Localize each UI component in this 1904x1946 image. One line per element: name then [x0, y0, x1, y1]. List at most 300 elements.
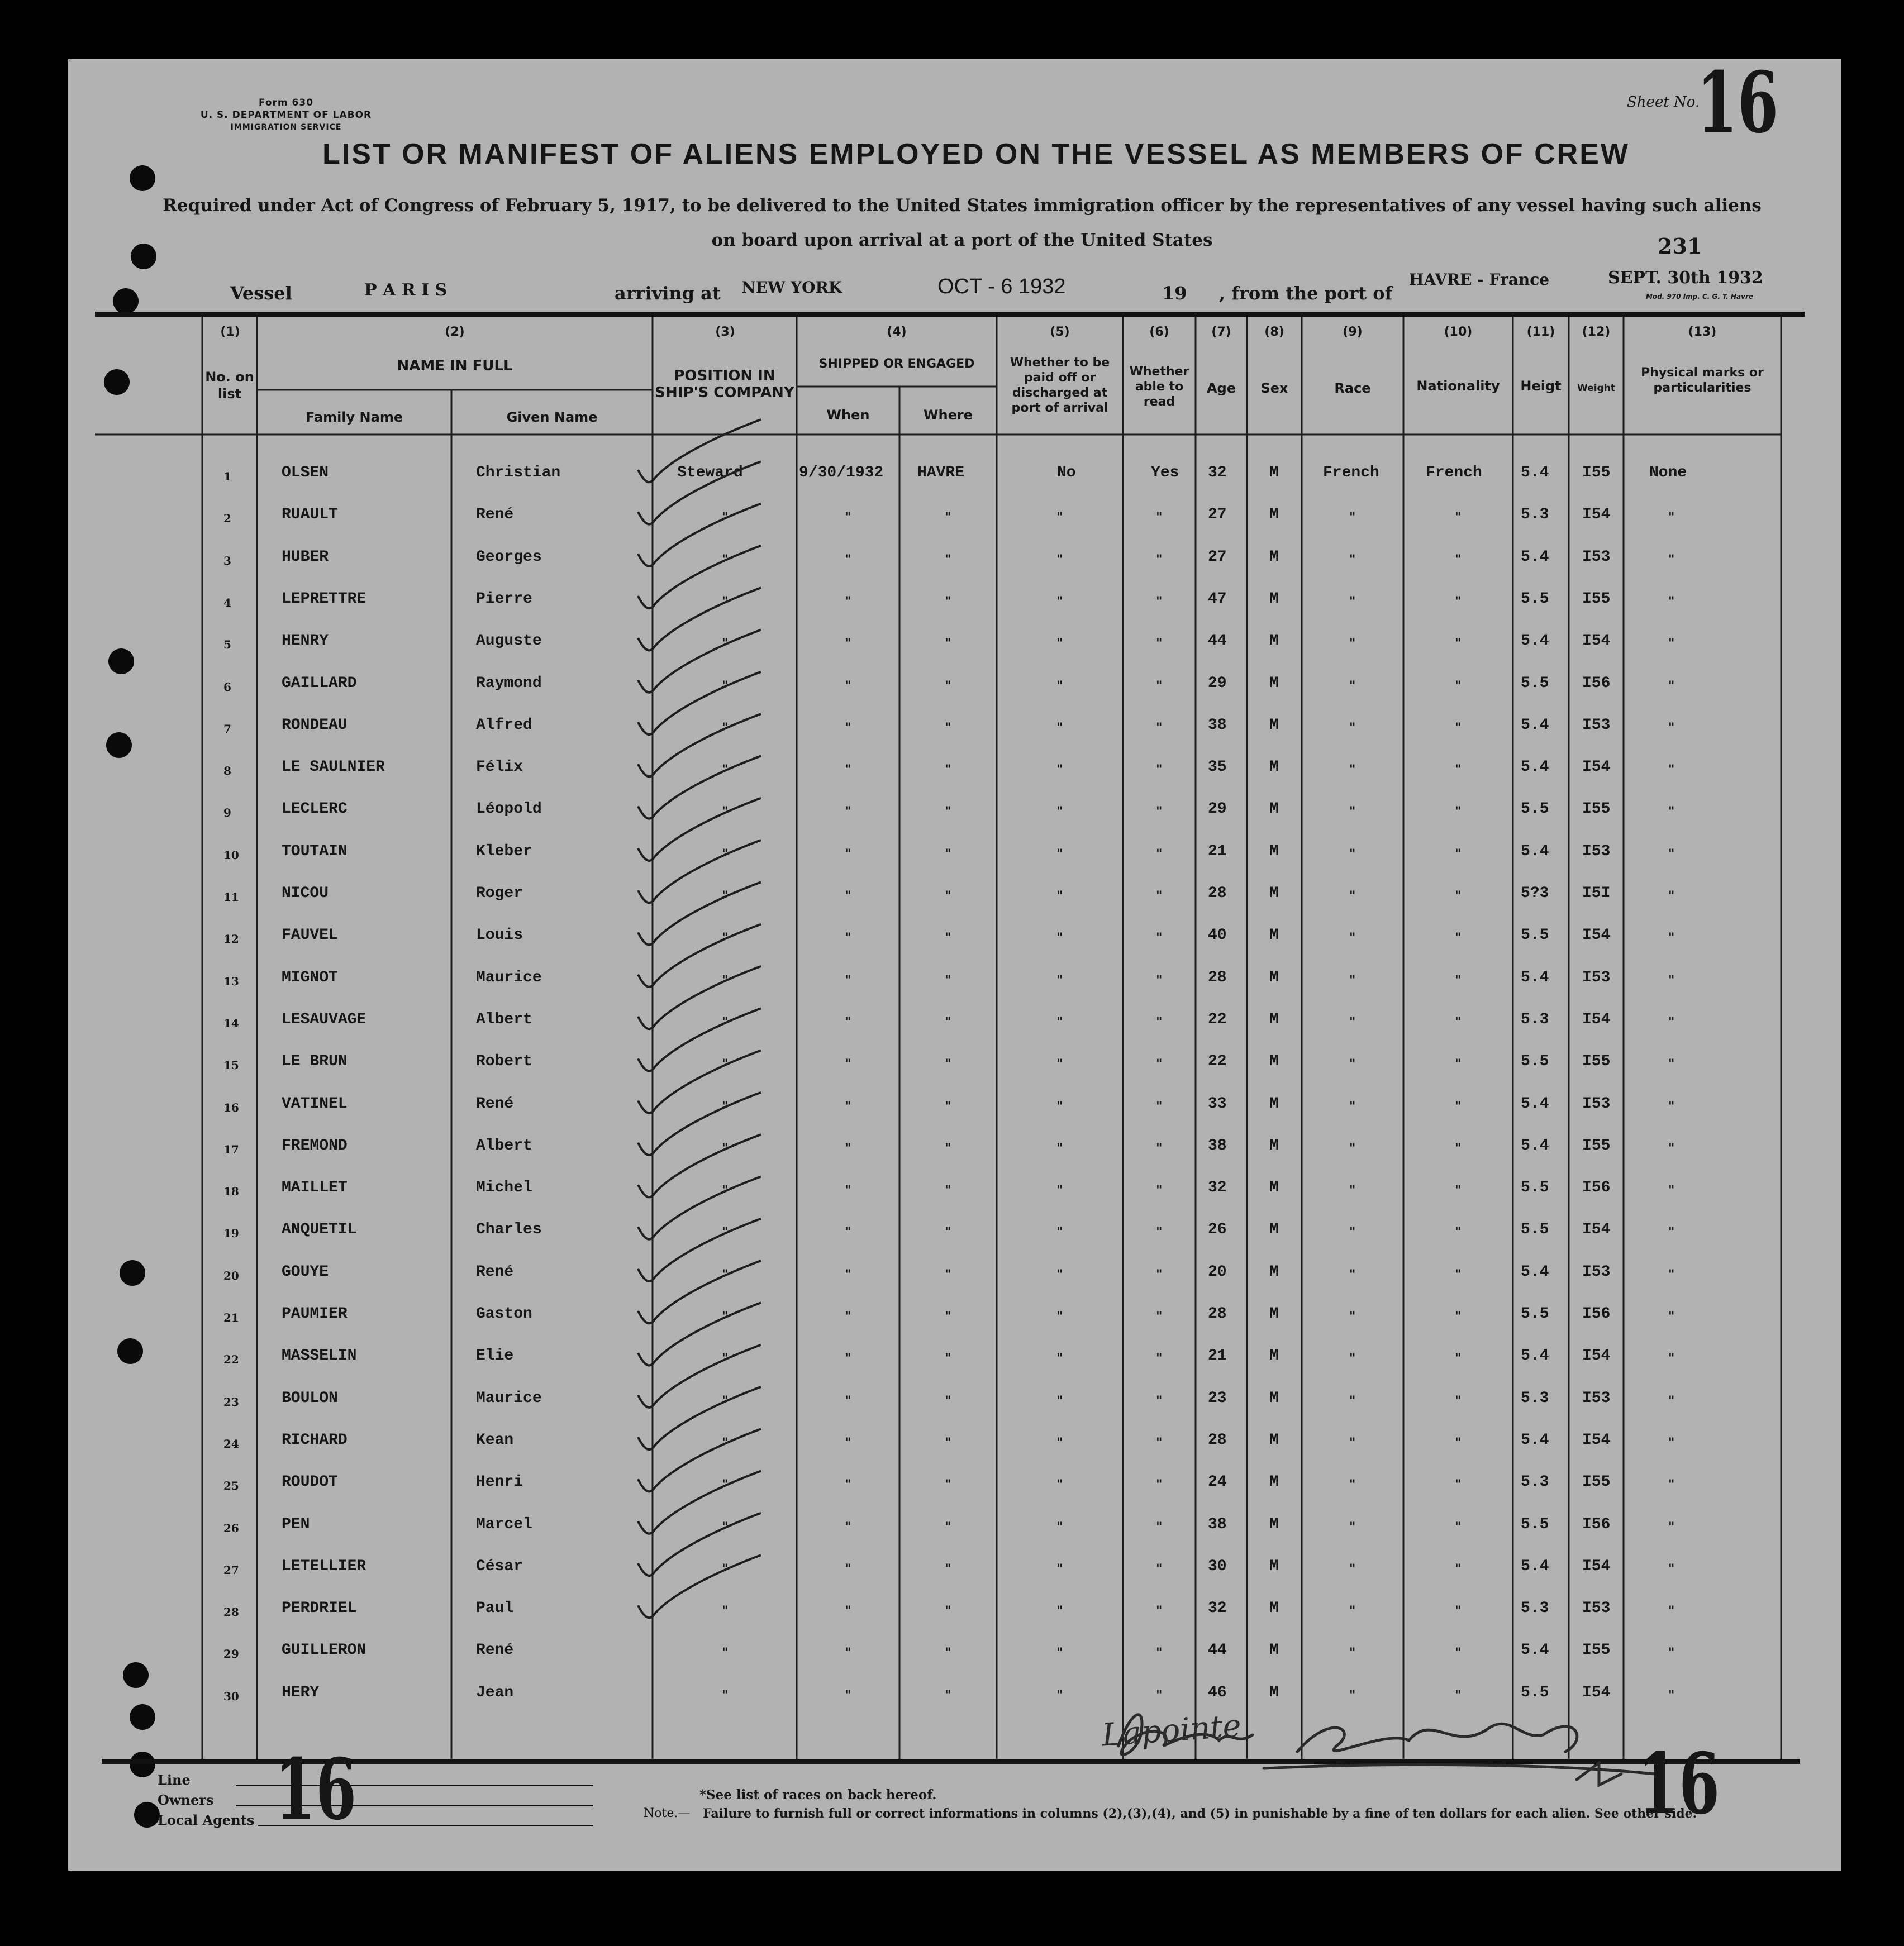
ditto-mark: " [722, 511, 729, 525]
header-weight: Weight [1577, 383, 1615, 394]
row-number: 25 [223, 1479, 239, 1493]
column-number: (5) [1050, 325, 1070, 339]
ditto-mark: " [722, 1099, 729, 1114]
weight-cell: I53 [1582, 1600, 1611, 1618]
header-physical-marks: Physical marks or particularities [1641, 366, 1764, 395]
ditto-mark: " [1455, 847, 1462, 861]
departure-date: SEPT. 30th 1932 [1608, 268, 1763, 288]
family-name-cell: PERDRIEL [282, 1600, 357, 1618]
age-cell: 32 [1208, 1600, 1227, 1618]
column-number: (10) [1444, 325, 1473, 339]
ditto-mark: " [1668, 552, 1675, 567]
family-name-cell: HERY [282, 1683, 320, 1701]
given-name-cell: Maurice [476, 969, 542, 986]
check-mark [638, 1303, 761, 1365]
ditto-mark: " [1156, 763, 1163, 778]
nationality-cell: French [1426, 464, 1482, 481]
age-cell: 24 [1208, 1473, 1227, 1491]
ditto-mark: " [1156, 1520, 1163, 1534]
ditto-mark: " [1056, 1141, 1063, 1156]
ditto-mark: " [845, 1099, 851, 1114]
ditto-mark: " [945, 594, 951, 609]
ditto-mark: " [1668, 931, 1675, 946]
sex-cell: M [1269, 632, 1279, 650]
family-name-cell: ANQUETIL [282, 1221, 357, 1239]
family-name-cell: MAILLET [282, 1179, 348, 1197]
family-name-cell: RONDEAU [282, 716, 348, 734]
ditto-mark: " [945, 889, 951, 903]
ditto-mark: " [1668, 847, 1675, 861]
weight-cell: I53 [1582, 842, 1611, 860]
column-number: (3) [715, 325, 735, 339]
given-name-cell: Gaston [476, 1305, 532, 1323]
check-mark [638, 461, 761, 524]
ditto-mark: " [1455, 594, 1462, 609]
ditto-mark: " [1455, 1184, 1462, 1198]
age-cell: 47 [1208, 590, 1227, 608]
sex-cell: M [1269, 1137, 1279, 1155]
family-name-cell: TOUTAIN [282, 842, 348, 860]
sex-cell: M [1269, 885, 1279, 902]
ditto-mark: " [1156, 1225, 1163, 1240]
ditto-mark: " [945, 1646, 951, 1661]
ditto-mark: " [1056, 1057, 1063, 1072]
ditto-mark: " [945, 1015, 951, 1029]
family-name-cell: LE SAULNIER [282, 759, 385, 776]
height-cell: 5.3 [1521, 1600, 1549, 1618]
given-name-cell: Albert [476, 1010, 532, 1028]
ditto-mark: " [1156, 1099, 1163, 1114]
subtitle-line-2: on board upon arrival at a port of the United States [711, 230, 1213, 250]
ditto-mark: " [1056, 1015, 1063, 1029]
ditto-mark: " [1156, 1141, 1163, 1156]
ditto-mark: " [1056, 763, 1063, 778]
row-number: 12 [223, 932, 239, 946]
ditto-mark: " [1668, 1478, 1675, 1492]
sex-cell: M [1269, 800, 1279, 818]
weight-cell: I56 [1582, 1179, 1611, 1197]
check-marks [68, 59, 1841, 1871]
ditto-mark: " [1455, 1604, 1462, 1619]
ditto-mark: " [1455, 511, 1462, 525]
ditto-mark: " [845, 973, 851, 988]
weight-cell: I54 [1582, 1347, 1611, 1365]
check-mark [638, 798, 761, 861]
ditto-mark: " [1668, 511, 1675, 525]
row-number: 29 [223, 1647, 239, 1661]
ditto-mark: " [1056, 721, 1063, 735]
column-number: (7) [1211, 325, 1231, 339]
height-cell: 5.4 [1521, 1095, 1549, 1113]
family-name-cell: VATINEL [282, 1095, 348, 1113]
sex-cell: M [1269, 1473, 1279, 1491]
ditto-mark: " [1156, 1352, 1163, 1366]
check-mark [638, 1345, 761, 1408]
given-name-cell: Jean [476, 1683, 514, 1701]
footer-owners-label: Owners [158, 1792, 214, 1808]
ditto-mark: " [1668, 679, 1675, 693]
given-name-cell: Maurice [476, 1389, 542, 1407]
ditto-mark: " [722, 1604, 729, 1619]
sex-cell: M [1269, 674, 1279, 692]
sex-cell: M [1269, 1305, 1279, 1323]
row-number: 30 [223, 1689, 239, 1703]
check-mark [638, 924, 761, 987]
weight-cell: I55 [1582, 1053, 1611, 1071]
ditto-mark: " [845, 931, 851, 946]
sex-cell: M [1269, 1600, 1279, 1618]
age-cell: 32 [1208, 464, 1227, 481]
ditto-mark: " [1349, 1435, 1356, 1450]
ditto-mark: " [722, 1520, 729, 1534]
row-number: 10 [223, 848, 239, 862]
ditto-mark: " [1156, 1688, 1163, 1702]
ditto-mark: " [845, 763, 851, 778]
ditto-mark: " [722, 1435, 729, 1450]
ditto-mark: " [1668, 1646, 1675, 1661]
weight-cell: I54 [1582, 1683, 1611, 1701]
height-cell: 5.4 [1521, 1263, 1549, 1281]
ditto-mark: " [1056, 552, 1063, 567]
ditto-mark: " [1349, 1310, 1356, 1324]
weight-cell: I55 [1582, 800, 1611, 818]
given-name-cell: Marcel [476, 1515, 532, 1533]
ditto-mark: " [1349, 1184, 1356, 1198]
ditto-mark: " [1156, 1394, 1163, 1408]
age-cell: 44 [1208, 1642, 1227, 1659]
ditto-mark: " [722, 1141, 729, 1156]
ditto-mark: " [722, 1057, 729, 1072]
check-mark [638, 1219, 761, 1281]
check-mark [638, 1093, 761, 1155]
column-number: (11) [1526, 325, 1555, 339]
ditto-mark: " [1056, 1688, 1063, 1702]
family-name-cell: RICHARD [282, 1431, 348, 1449]
ditto-mark: " [1349, 1646, 1356, 1661]
header-height: Heigt [1520, 378, 1562, 394]
weight-cell: I54 [1582, 632, 1611, 650]
header-nationality: Nationality [1416, 378, 1500, 394]
ditto-mark: " [945, 1057, 951, 1072]
age-cell: 44 [1208, 632, 1227, 650]
vessel-name: P A R I S [364, 280, 448, 300]
ditto-mark: " [1349, 1099, 1356, 1114]
ditto-mark: " [945, 1604, 951, 1619]
row-number: 18 [223, 1185, 239, 1199]
age-cell: 27 [1208, 548, 1227, 566]
weight-cell: I56 [1582, 1515, 1611, 1533]
ditto-mark: " [1056, 1520, 1063, 1534]
ditto-mark: " [1056, 805, 1063, 819]
ditto-mark: " [1056, 1394, 1063, 1408]
ditto-mark: " [1156, 847, 1163, 861]
ditto-mark: " [1668, 1520, 1675, 1534]
sex-cell: M [1269, 464, 1279, 481]
weight-cell: I54 [1582, 1557, 1611, 1575]
ditto-mark: " [945, 511, 951, 525]
ditto-mark: " [845, 1688, 851, 1702]
ditto-mark: " [722, 763, 729, 778]
row-number: 13 [223, 974, 239, 988]
ditto-mark: " [1668, 973, 1675, 988]
age-cell: 28 [1208, 1431, 1227, 1449]
ditto-mark: " [1668, 805, 1675, 819]
column-number: (12) [1582, 325, 1611, 339]
ditto-mark: " [1349, 973, 1356, 988]
weight-cell: I54 [1582, 1010, 1611, 1028]
sex-cell: M [1269, 548, 1279, 566]
row-number: 17 [223, 1142, 239, 1156]
given-name-cell: Raymond [476, 674, 542, 692]
given-name-cell: Louis [476, 927, 523, 945]
sex-cell: M [1269, 1053, 1279, 1071]
sex-cell: M [1269, 1221, 1279, 1239]
page-title: LIST OR MANIFEST OF ALIENS EMPLOYED ON THE VESSEL AS MEMBERS OF CREW [322, 138, 1630, 170]
given-name-cell: Albert [476, 1137, 532, 1155]
ditto-mark: " [1455, 637, 1462, 651]
ditto-mark: " [1455, 1015, 1462, 1029]
ditto-mark: " [1056, 847, 1063, 861]
ditto-mark: " [845, 637, 851, 651]
ditto-mark: " [722, 721, 729, 735]
weight-cell: I55 [1582, 464, 1611, 481]
ditto-mark: " [722, 889, 729, 903]
header-when: When [826, 407, 870, 423]
height-cell: 5.4 [1521, 464, 1549, 481]
age-cell: 23 [1208, 1389, 1227, 1407]
ditto-mark: " [945, 721, 951, 735]
ditto-mark: " [1455, 1057, 1462, 1072]
note-text: Failure to furnish full or correct informations in columns (2),(3),(4), and (5) in punishable by a fine of ten dollars for each alien. See other side. [703, 1806, 1697, 1821]
header-no-on-list: No. on list [205, 369, 254, 402]
ditto-mark: " [945, 1520, 951, 1534]
from-port: HAVRE - France [1409, 270, 1550, 289]
where-cell: HAVRE [917, 464, 965, 481]
mod-note: Mod. 970 Imp. C. G. T. Havre [1645, 293, 1754, 301]
age-cell: 35 [1208, 759, 1227, 776]
family-name-cell: BOULON [282, 1389, 338, 1407]
ditto-mark: " [945, 1562, 951, 1576]
height-cell: 5.3 [1521, 1473, 1549, 1491]
paid-off-cell: No [1057, 464, 1076, 481]
height-cell: 5.3 [1521, 506, 1549, 524]
ditto-mark: " [945, 1184, 951, 1198]
given-name-cell: Elie [476, 1347, 514, 1365]
given-name-cell: Kleber [476, 842, 532, 860]
ditto-mark: " [1668, 1394, 1675, 1408]
ditto-mark: " [1455, 805, 1462, 819]
check-mark [638, 1261, 761, 1323]
age-cell: 28 [1208, 1305, 1227, 1323]
weight-cell: I53 [1582, 1263, 1611, 1281]
age-cell: 33 [1208, 1095, 1227, 1113]
weight-cell: I56 [1582, 1305, 1611, 1323]
sex-cell: M [1269, 927, 1279, 945]
check-mark [638, 966, 761, 1029]
ditto-mark: " [1056, 1267, 1063, 1282]
ditto-mark: " [1156, 1562, 1163, 1576]
row-number: 6 [223, 680, 231, 694]
check-mark [638, 546, 761, 608]
given-name-cell: Charles [476, 1221, 542, 1239]
height-cell: 5.4 [1521, 1642, 1549, 1659]
family-name-cell: FREMOND [282, 1137, 348, 1155]
sex-cell: M [1269, 1431, 1279, 1449]
ditto-mark: " [845, 889, 851, 903]
ditto-mark: " [845, 1310, 851, 1324]
ditto-mark: " [1455, 1688, 1462, 1702]
height-cell: 5.5 [1521, 1683, 1549, 1701]
from-port-label: , from the port of [1219, 283, 1393, 304]
given-name-cell: Robert [476, 1053, 532, 1071]
ditto-mark: " [1349, 637, 1356, 651]
sex-cell: M [1269, 1179, 1279, 1197]
ditto-mark: " [945, 552, 951, 567]
ditto-mark: " [1349, 1394, 1356, 1408]
sex-cell: M [1269, 506, 1279, 524]
ditto-mark: " [1156, 552, 1163, 567]
ditto-mark: " [1455, 721, 1462, 735]
height-cell: 5.5 [1521, 1221, 1549, 1239]
ditto-mark: " [1668, 1141, 1675, 1156]
header-name-in-full: NAME IN FULL [397, 357, 513, 374]
check-mark [638, 1471, 761, 1534]
sex-cell: M [1269, 1010, 1279, 1028]
age-cell: 21 [1208, 1347, 1227, 1365]
check-mark [638, 714, 761, 776]
ditto-mark: " [845, 552, 851, 567]
ditto-mark: " [1668, 1352, 1675, 1366]
ditto-mark: " [945, 1141, 951, 1156]
header-sex: Sex [1260, 380, 1288, 396]
ditto-mark: " [845, 1520, 851, 1534]
sex-cell: M [1269, 1683, 1279, 1701]
ditto-mark: " [1156, 1057, 1163, 1072]
height-cell: 5?3 [1521, 885, 1549, 902]
weight-cell: I54 [1582, 759, 1611, 776]
ditto-mark: " [945, 1478, 951, 1492]
check-mark [638, 1134, 761, 1197]
header-race: Race [1334, 380, 1371, 396]
ditto-mark: " [845, 1267, 851, 1282]
ditto-mark: " [722, 594, 729, 609]
ditto-mark: " [1668, 1562, 1675, 1576]
sex-cell: M [1269, 759, 1279, 776]
family-name-cell: PAUMIER [282, 1305, 348, 1323]
ditto-mark: " [1668, 1267, 1675, 1282]
age-cell: 22 [1208, 1053, 1227, 1071]
age-cell: 29 [1208, 674, 1227, 692]
ditto-mark: " [1349, 889, 1356, 903]
ditto-mark: " [1455, 1099, 1462, 1114]
row-number: 9 [223, 806, 231, 820]
weight-cell: I5I [1582, 885, 1611, 902]
height-cell: 5.4 [1521, 1557, 1549, 1575]
race-cell: French [1323, 464, 1379, 481]
ditto-mark: " [945, 1099, 951, 1114]
ditto-mark: " [1156, 973, 1163, 988]
ditto-mark: " [722, 1646, 729, 1661]
ditto-mark: " [845, 1478, 851, 1492]
age-cell: 46 [1208, 1683, 1227, 1701]
ditto-mark: " [1156, 1435, 1163, 1450]
check-mark [638, 1429, 761, 1491]
ditto-mark: " [1668, 1435, 1675, 1450]
sex-cell: M [1269, 716, 1279, 734]
sex-cell: M [1269, 842, 1279, 860]
subtitle-line-1: Required under Act of Congress of February 5, 1917, to be delivered to the United States immigration officer by the representatives of any vessel having such aliens [163, 195, 1762, 216]
age-cell: 38 [1208, 1137, 1227, 1155]
header-position: POSITION IN SHIP'S COMPANY [655, 368, 794, 401]
ditto-mark: " [845, 1225, 851, 1240]
arrival-date-stamp: OCT - 6 1932 [937, 275, 1066, 298]
row-number: 27 [223, 1563, 239, 1577]
when-cell: 9/30/1932 [799, 464, 884, 481]
ditto-mark: " [1156, 931, 1163, 946]
weight-cell: I54 [1582, 1221, 1611, 1239]
ditto-mark: " [1349, 1478, 1356, 1492]
column-number: (9) [1343, 325, 1363, 339]
ditto-mark: " [1056, 1562, 1063, 1576]
given-name-cell: Félix [476, 759, 523, 776]
height-cell: 5.5 [1521, 1179, 1549, 1197]
given-name-cell: Paul [476, 1600, 514, 1618]
sex-cell: M [1269, 1557, 1279, 1575]
ditto-mark: " [722, 1478, 729, 1492]
age-cell: 26 [1208, 1221, 1227, 1239]
check-mark [638, 504, 761, 566]
ditto-mark: " [945, 931, 951, 946]
ditto-mark: " [845, 1562, 851, 1576]
weight-cell: I55 [1582, 1137, 1611, 1155]
ditto-mark: " [1349, 1688, 1356, 1702]
row-number: 14 [223, 1016, 239, 1030]
ditto-mark: " [1156, 721, 1163, 735]
ditto-mark: " [1349, 679, 1356, 693]
check-mark [638, 1387, 761, 1449]
header-family-name: Family Name [305, 409, 403, 425]
ditto-mark: " [945, 1688, 951, 1702]
ditto-mark: " [1349, 594, 1356, 609]
family-name-cell: GOUYE [282, 1263, 329, 1281]
ditto-mark: " [722, 552, 729, 567]
ditto-mark: " [1156, 679, 1163, 693]
footer-line-label: Line [158, 1772, 191, 1788]
ditto-mark: " [1156, 1646, 1163, 1661]
ditto-mark: " [1156, 637, 1163, 651]
given-name-cell: Alfred [476, 716, 532, 734]
sex-cell: M [1269, 969, 1279, 986]
ditto-mark: " [1156, 1310, 1163, 1324]
height-cell: 5.5 [1521, 590, 1549, 608]
sex-cell: M [1269, 590, 1279, 608]
ditto-mark: " [845, 847, 851, 861]
ditto-mark: " [722, 847, 729, 861]
ditto-mark: " [1668, 721, 1675, 735]
sex-cell: M [1269, 1263, 1279, 1281]
row-number: 26 [223, 1521, 239, 1535]
family-name-cell: FAUVEL [282, 927, 338, 945]
given-name-cell: Henri [476, 1473, 523, 1491]
height-cell: 5.5 [1521, 1305, 1549, 1323]
row-number: 2 [223, 512, 231, 526]
age-cell: 20 [1208, 1263, 1227, 1281]
height-cell: 5.4 [1521, 1431, 1549, 1449]
ditto-mark: " [845, 679, 851, 693]
marks-cell: None [1649, 464, 1687, 481]
age-cell: 27 [1208, 506, 1227, 524]
ditto-mark: " [1668, 1604, 1675, 1619]
